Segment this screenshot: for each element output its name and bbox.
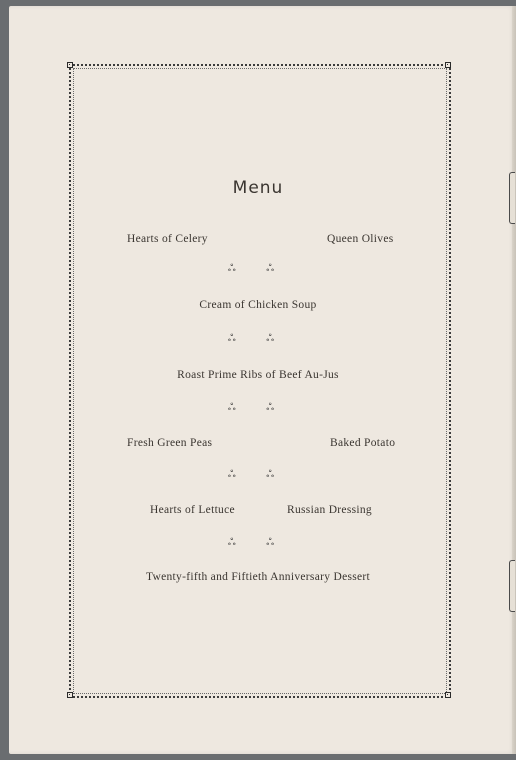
- menu-item-hearts-of-lettuce: Hearts of Lettuce: [150, 504, 235, 516]
- page-tab-lower: [509, 560, 515, 612]
- menu-item-queen-olives: Queen Olives: [327, 233, 394, 245]
- menu-item-green-peas: Fresh Green Peas: [127, 437, 213, 449]
- corner-ornament-bottom-right: [445, 692, 451, 698]
- ornament-divider: ஃ ஃ: [227, 263, 289, 274]
- corner-ornament-top-right: [445, 62, 451, 68]
- menu-item-prime-ribs: Roast Prime Ribs of Beef Au-Jus: [177, 369, 339, 381]
- menu-item-anniversary-dessert: Twenty-fifth and Fiftieth Anniversary Dessert: [145, 571, 371, 583]
- menu-title: Menu: [232, 178, 284, 198]
- ornament-divider: ஃ ஃ: [227, 469, 289, 480]
- ornament-divider: ஃ ஃ: [227, 333, 289, 344]
- decorative-border-inner: [73, 68, 447, 694]
- menu-item-chicken-soup: Cream of Chicken Soup: [199, 299, 317, 311]
- menu-item-russian-dressing: Russian Dressing: [287, 504, 372, 516]
- ornament-divider: ஃ ஃ: [227, 402, 289, 413]
- menu-item-baked-potato: Baked Potato: [330, 437, 396, 449]
- corner-ornament-bottom-left: [67, 692, 73, 698]
- menu-item-hearts-of-celery: Hearts of Celery: [127, 233, 208, 245]
- ornament-divider: ஃ ஃ: [227, 537, 289, 548]
- corner-ornament-top-left: [67, 62, 73, 68]
